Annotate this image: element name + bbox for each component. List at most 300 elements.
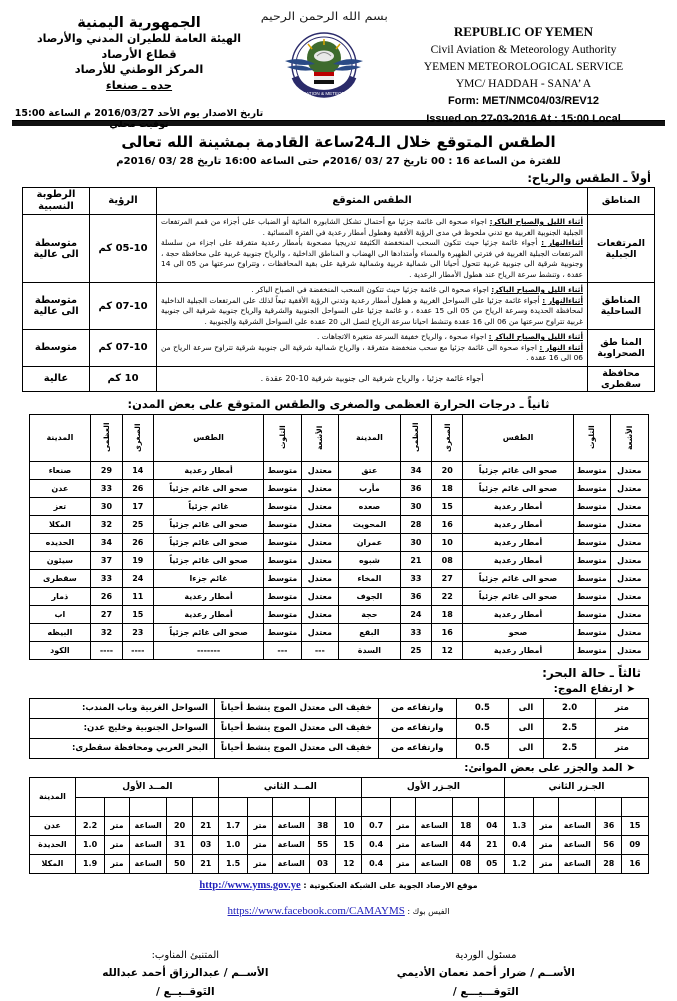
temps-min-left: 27 — [432, 569, 463, 587]
tide-flood2-hour-label: الساعة — [273, 835, 310, 854]
forecast-header-humidity — [23, 188, 90, 215]
temps-max-right: 32 — [91, 623, 122, 641]
temps-min-right: 11 — [122, 587, 153, 605]
table-row — [29, 515, 648, 533]
tide-ebb2-height: 1.3 — [505, 816, 533, 835]
temps-radiation-right: --- — [301, 641, 338, 659]
city-temperatures-table — [29, 414, 649, 660]
tide-flood1-hour-label: الساعة — [130, 854, 167, 873]
temps-max-right: 33 — [91, 569, 122, 587]
tide-flood2-minute: 15 — [336, 835, 362, 854]
tide-flood1-unit: متر — [104, 816, 129, 835]
temps-header-weather-right: الطقس — [153, 414, 263, 461]
section-two-label: ثانياً ـ درجات الحرارة العظمى والصغرى والطقس المتوقع على بعض المدن: — [127, 396, 550, 411]
temps-min-right: 25 — [122, 515, 153, 533]
english-service: YEMEN METEOROLOGICAL SERVICE — [423, 60, 624, 73]
tide-sub-min-ebb1 — [479, 797, 505, 816]
temps-max-right: 26 — [91, 587, 122, 605]
temps-weather-right: صحو الى غائم جزئياً — [153, 623, 263, 641]
tide-header-city: المدينة — [29, 777, 76, 816]
tide-flood2-minute: 10 — [336, 816, 362, 835]
tide-group-ebb1: الجـزر الأول — [362, 777, 505, 797]
temps-pollution-left: متوسط — [573, 479, 610, 497]
forecast-night-1 — [161, 285, 583, 296]
temps-weather-right: صحو الى غائم جزئياً — [153, 479, 263, 497]
temps-radiation-right: معتدل — [301, 533, 338, 551]
table-row — [29, 551, 648, 569]
tide-flood1-hour: 31 — [167, 835, 193, 854]
tide-ebb1-height: 0.4 — [362, 835, 390, 854]
tide-flood1-minute: 03 — [193, 835, 219, 854]
temps-radiation-left: معتدل — [611, 479, 648, 497]
temps-pollution-right: متوسط — [264, 623, 301, 641]
temps-radiation-left: معتدل — [611, 605, 648, 623]
tide-ebb2-height: 1.2 — [505, 854, 533, 873]
forecast-night-2 — [161, 332, 583, 343]
temps-weather-left: صحو الى غائم جزئياً — [463, 569, 573, 587]
temps-max-right: 33 — [91, 479, 122, 497]
tide-group-flood2: المــد الثاني — [219, 777, 362, 797]
tide-table — [29, 777, 649, 874]
tide-sub-val-ebb1 — [362, 797, 390, 816]
temps-pollution-left: متوسط — [573, 605, 610, 623]
temps-weather-right: أمطار رعدية — [153, 461, 263, 479]
night-text-0: اجواء صحوة الى غائمة جزئيا مع أحتمال تشكل الشابورة المائية أو الضباب على أجزاء من قمم المرتفعات الجبلية الجنوبية الغربية مع تدني ملحوظ في مدى الرؤية الأفقية وهطول أمطار رعدية في الفترة المسائية . — [161, 217, 583, 237]
temps-city-left: عمران — [339, 533, 401, 551]
tide-flood1-hour-label: الساعة — [130, 835, 167, 854]
sea-state-table — [29, 698, 649, 759]
temps-radiation-right: معتدل — [301, 515, 338, 533]
temps-max-right: 29 — [91, 461, 122, 479]
temps-min-right: 26 — [122, 479, 153, 497]
temps-min-right: 14 — [122, 461, 153, 479]
arabic-country: الجمهورية اليمنية — [77, 15, 201, 31]
table-row — [29, 479, 648, 497]
forecast-header-row — [23, 188, 655, 215]
humidity-line1: الرطوبة — [36, 189, 76, 200]
website-label: موقع الارصاد الجوية على الشبكة العنكبوتية : — [303, 880, 478, 890]
forecast-weather-3: أجواء غائمة جزئيا ، والرياح شرقية الى جنوبية شرقية 10-20 عقدة . — [157, 366, 588, 391]
english-form-number: Form: MET/NMC04/03/REV12 — [448, 95, 599, 108]
tide-ebb1-hour-label: الساعة — [416, 816, 453, 835]
tide-city: عدن — [29, 816, 76, 835]
temps-weather-left: أمطار رعدية — [463, 497, 573, 515]
forecaster-role: المتنبئ المناوب: — [151, 949, 220, 961]
tide-flood1-minute: 21 — [193, 816, 219, 835]
tide-ebb2-minute: 15 — [622, 816, 648, 835]
sea-unit: متر — [596, 718, 648, 738]
bulletin-period: للفترة من الساعة 16 : 00 تاريخ 27 /03 /2016م حتى الساعة 16:00 تاريخ 28 /03 /2016م — [116, 156, 561, 167]
temps-weather-right: أمطار رعدية — [153, 605, 263, 623]
temps-radiation-right: معتدل — [301, 569, 338, 587]
tide-flood2-height: 1.5 — [219, 854, 247, 873]
website-link[interactable]: http://www.yms.gov.ye — [199, 879, 301, 891]
temps-max-right: 37 — [91, 551, 122, 569]
temps-radiation-right: معتدل — [301, 497, 338, 515]
day-lead-0: أثناءالنهار : — [541, 238, 583, 248]
sea-max-height: 2.5 — [543, 738, 595, 758]
tide-flood1-unit: متر — [104, 835, 129, 854]
table-row — [29, 569, 648, 587]
temps-pollution-right: متوسط — [264, 551, 301, 569]
tide-flood2-hour: 03 — [310, 854, 336, 873]
table-row — [23, 215, 655, 283]
forecast-region-0: المرتفعات الجبلية — [588, 215, 655, 283]
forecast-weather-2 — [157, 330, 588, 367]
supervisor-signature: التَوقـــيـــع / — [452, 985, 519, 998]
tide-ebb2-minute: 16 — [622, 854, 648, 873]
forecast-humidity-2: متوسطة — [23, 330, 90, 367]
tide-ebb2-hour: 28 — [596, 854, 622, 873]
bullet-arrow-icon: ➤ — [626, 682, 635, 695]
night-text-1: اجواء صحوة الى غائمة جزئيا حيث تتكون السحب المنخفضة في الصباح الباكر . — [251, 285, 492, 295]
tide-label-text: المد والجزر على بعض الموانئ: — [464, 761, 623, 774]
temps-max-right: 32 — [91, 515, 122, 533]
arabic-sector: قطاع الأرصاد — [101, 46, 177, 61]
tide-flood2-hour: 38 — [310, 816, 336, 835]
temps-weather-right: صحو الى غائم جزئياً — [153, 515, 263, 533]
sea-body — [29, 698, 648, 758]
tide-group-header-row — [29, 777, 648, 797]
temps-min-right: ---- — [122, 641, 153, 659]
tide-sub-unit-flood2 — [247, 797, 272, 816]
temps-weather-right: صحو الى غائم جزئياً — [153, 551, 263, 569]
english-issued-datetime: Issued on 27-03-2016 At : 15:00 Local — [426, 112, 621, 125]
tide-sub-hour-flood1 — [167, 797, 193, 816]
arabic-authority: الهيئة العامة للطيران المدني والأرصاد — [36, 32, 242, 46]
tide-ebb1-unit: متر — [390, 816, 415, 835]
forecast-header-visibility: الرؤية — [90, 188, 157, 215]
temps-pollution-left: متوسط — [573, 569, 610, 587]
temps-weather-right: غائم جزئياً — [153, 497, 263, 515]
table-row — [29, 698, 648, 718]
temps-city-right: الكود — [29, 641, 91, 659]
sea-area-name: السواحل الجنوبية وخليج عدن: — [29, 718, 214, 738]
temps-city-right: تعز — [29, 497, 91, 515]
tide-flood2-hour-label: الساعة — [273, 816, 310, 835]
tide-ebb2-unit: متر — [533, 816, 558, 835]
temps-radiation-left: معتدل — [611, 551, 648, 569]
temps-weather-left: صحو الى غائم جزئياً — [463, 587, 573, 605]
english-country: REPUBLIC OF YEMEN — [453, 24, 594, 39]
tide-group-ebb2: الجـزر الثاني — [505, 777, 648, 797]
header-arabic-block — [14, 8, 264, 130]
table-row — [23, 330, 655, 367]
temps-weather-left: أمطار رعدية — [463, 605, 573, 623]
temps-min-left: 12 — [432, 641, 463, 659]
temps-city-left: حجة — [339, 605, 401, 623]
table-row — [29, 816, 648, 835]
temps-city-right: البيظه — [29, 623, 91, 641]
tide-city: الحديدة — [29, 835, 76, 854]
temps-min-right: 19 — [122, 551, 153, 569]
temps-pollution-right: متوسط — [264, 461, 301, 479]
cama-logo-icon — [281, 25, 367, 101]
temps-min-left: 20 — [432, 461, 463, 479]
section-three-label: ثالثاً ـ حالة البحر: — [542, 665, 641, 680]
day-lead-2: أثناء النهار : — [539, 342, 583, 352]
temps-radiation-right: معتدل — [301, 461, 338, 479]
temps-max-right: 30 — [91, 497, 122, 515]
sea-area-name: السواحل الغربية وباب المندب: — [29, 698, 214, 718]
temps-pollution-left: متوسط — [573, 461, 610, 479]
temps-radiation-right: معتدل — [301, 623, 338, 641]
header-logo-block — [260, 8, 388, 101]
tide-sub-hourlbl-ebb2 — [559, 797, 596, 816]
temps-city-right: سيئون — [29, 551, 91, 569]
table-row — [29, 533, 648, 551]
forecast-region-2: المنا طق الصحراوية — [588, 330, 655, 367]
forecast-visibility-1: 07-10 كم — [90, 283, 157, 330]
tide-sub-hourlbl-flood2 — [273, 797, 310, 816]
temps-city-right: صنعاء — [29, 461, 91, 479]
temps-pollution-left: متوسط — [573, 515, 610, 533]
temps-min-left: 16 — [432, 515, 463, 533]
temps-weather-left: أمطار رعدية — [463, 533, 573, 551]
tide-flood1-height: 2.2 — [76, 816, 104, 835]
forecast-header-region: المناطق — [588, 188, 655, 215]
sea-to-label: الى — [509, 698, 544, 718]
tide-ebb2-hour: 36 — [596, 816, 622, 835]
table-row — [29, 461, 648, 479]
temps-weather-right: أمطار رعدية — [153, 587, 263, 605]
temps-city-left: البقع — [339, 623, 401, 641]
temps-city-left: السدة — [339, 641, 401, 659]
supervisor-role: مسئول الوردية — [455, 949, 517, 961]
temps-pollution-right: متوسط — [264, 605, 301, 623]
facebook-link[interactable]: https://www.facebook.com/CAMAYMS — [227, 904, 405, 917]
tide-ebb1-height: 0.4 — [362, 854, 390, 873]
temps-radiation-left: معتدل — [611, 623, 648, 641]
temps-header-city-right: المدينة — [29, 414, 91, 461]
forecast-region-3: محافظة سقطرى — [588, 366, 655, 391]
tide-ebb2-unit: متر — [533, 835, 558, 854]
table-row — [29, 738, 648, 758]
cama-logo — [281, 25, 367, 101]
temps-radiation-left: معتدل — [611, 461, 648, 479]
tide-flood2-unit: متر — [247, 835, 272, 854]
temps-pollution-left: متوسط — [573, 551, 610, 569]
header-english-block — [384, 8, 663, 128]
signature-shift-supervisor — [397, 947, 575, 1001]
temps-city-right: المكلا — [29, 515, 91, 533]
temps-weather-left: صحو الى غائم جزئياً — [463, 479, 573, 497]
temps-pollution-right: متوسط — [264, 515, 301, 533]
section-one-label: أولاً ـ الطقس والرياح: — [527, 171, 651, 185]
temps-radiation-left: معتدل — [611, 569, 648, 587]
tide-flood1-hour: 50 — [167, 854, 193, 873]
temps-pollution-left: متوسط — [573, 623, 610, 641]
temps-max-left: 30 — [400, 497, 431, 515]
humidity-line2: النسبية — [38, 201, 74, 212]
temps-max-left: 33 — [400, 623, 431, 641]
tide-flood2-unit: متر — [247, 854, 272, 873]
sea-description: خفيف الى معتدل الموج ينشط أحياناً — [214, 738, 378, 758]
temps-pollution-left: متوسط — [573, 641, 610, 659]
tide-ebb2-minute: 09 — [622, 835, 648, 854]
sea-min-height: 0.5 — [456, 698, 508, 718]
sea-to-label: الى — [509, 718, 544, 738]
temps-max-right: ---- — [91, 641, 122, 659]
sea-min-height: 0.5 — [456, 738, 508, 758]
temps-header-pollution-right: التلوث — [264, 414, 301, 461]
table-row — [23, 283, 655, 330]
sea-description: خفيف الى معتدل الموج ينشط أحياناً — [214, 718, 378, 738]
temps-header-max-right: العظمى — [91, 414, 122, 461]
temps-header-row — [29, 414, 648, 461]
tide-label — [8, 762, 635, 774]
table-row — [29, 587, 648, 605]
tide-ebb1-unit: متر — [390, 854, 415, 873]
temps-city-right: ذمار — [29, 587, 91, 605]
tide-ebb1-hour: 18 — [453, 816, 479, 835]
temps-header-max-left: العظمى — [400, 414, 431, 461]
temps-header-pollution-left: التلوث — [573, 414, 610, 461]
temps-max-left: 30 — [400, 533, 431, 551]
table-row — [29, 854, 648, 873]
table-row — [29, 623, 648, 641]
sea-height-label: وارتفاعه من — [378, 698, 456, 718]
temps-header-min-right: الصغرى — [122, 414, 153, 461]
temps-weather-left: أمطار رعدية — [463, 551, 573, 569]
tide-sub-hour-ebb2 — [596, 797, 622, 816]
tide-ebb1-unit: متر — [390, 835, 415, 854]
temps-header-weather-left: الطقس — [463, 414, 573, 461]
forecast-visibility-0: 05-10 كم — [90, 215, 157, 283]
tide-flood2-hour: 55 — [310, 835, 336, 854]
sea-height-label: وارتفاعه من — [378, 738, 456, 758]
temps-min-right: 15 — [122, 605, 153, 623]
temps-header-radiation-right: الأشعة — [301, 414, 338, 461]
temps-max-left: 25 — [400, 641, 431, 659]
tide-ebb2-hour: 56 — [596, 835, 622, 854]
tide-flood2-height: 1.7 — [219, 816, 247, 835]
temps-header-radiation-left: الأشعة — [611, 414, 648, 461]
tide-flood1-hour-label: الساعة — [130, 816, 167, 835]
temps-city-right: سقطرى — [29, 569, 91, 587]
english-authority: Civil Aviation & Meteorology Authority — [430, 43, 617, 56]
tide-ebb1-hour: 08 — [453, 854, 479, 873]
temps-max-left: 36 — [400, 587, 431, 605]
temps-max-left: 24 — [400, 605, 431, 623]
temps-radiation-right: معتدل — [301, 551, 338, 569]
sea-max-height: 2.0 — [543, 698, 595, 718]
table-row — [29, 605, 648, 623]
forecast-header-weather: الطقس المتوقع — [157, 188, 588, 215]
temps-min-left: 18 — [432, 605, 463, 623]
temps-min-left: 22 — [432, 587, 463, 605]
wave-height-label — [8, 683, 635, 695]
night-lead-1: أثناء الليل والصباح الباكر: — [491, 285, 583, 295]
tide-flood2-height: 1.0 — [219, 835, 247, 854]
temps-max-left: 28 — [400, 515, 431, 533]
forecast-night-0 — [161, 217, 583, 238]
sea-to-label: الى — [509, 738, 544, 758]
temps-min-left: 18 — [432, 479, 463, 497]
temps-pollution-right: متوسط — [264, 587, 301, 605]
regional-forecast-table — [22, 187, 655, 392]
tide-ebb2-hour-label: الساعة — [559, 816, 596, 835]
night-lead-0: أثناء الليل والصباح الباكر: — [489, 217, 583, 226]
tide-ebb1-hour-label: الساعة — [416, 854, 453, 873]
temps-pollution-left: متوسط — [573, 587, 610, 605]
tide-ebb1-hour-label: الساعة — [416, 835, 453, 854]
night-lead-2: أثناء الليل والصباح الباكر : — [488, 332, 583, 342]
table-row — [29, 497, 648, 515]
document-header — [8, 0, 669, 130]
tide-flood1-height: 1.0 — [76, 835, 104, 854]
temps-radiation-left: معتدل — [611, 515, 648, 533]
forecast-day-1 — [161, 296, 583, 328]
temps-header-min-left: الصغرى — [432, 414, 463, 461]
temps-city-left: عتق — [339, 461, 401, 479]
links-block — [8, 880, 669, 917]
temps-city-left: المحويت — [339, 515, 401, 533]
temps-radiation-right: معتدل — [301, 605, 338, 623]
tide-ebb2-height: 0.4 — [505, 835, 533, 854]
day-lead-1: أثناءالنهار : — [542, 295, 583, 305]
temps-weather-right: ------- — [153, 641, 263, 659]
tide-sub-hour-ebb1 — [453, 797, 479, 816]
temps-max-left: 36 — [400, 479, 431, 497]
forecast-humidity-0: متوسطة الى عالية — [23, 215, 90, 283]
temps-min-right: 17 — [122, 497, 153, 515]
temps-radiation-left: معتدل — [611, 641, 648, 659]
temps-city-left: صعده — [339, 497, 401, 515]
forecaster-name: الأســم / عبدالرزاق أحمد عبدالله — [102, 967, 269, 980]
temps-city-left: المخاء — [339, 569, 401, 587]
temps-min-right: 23 — [122, 623, 153, 641]
tide-sub-unit-ebb1 — [390, 797, 415, 816]
day-text-0: أجواء غائمة جزئيا حيث تتكون السحب المنخفضة الكثيفة تدريجيا مصحوبة بأمطار رعدية متفرقة على اجزاء من سلسلة المرتفعات الجبلية الغربية في فترتي الظهيرة والمساء وأمتدادها الى الهضاب و المناطق الداخلية ، والرياح جنوبية غربية على محافظة حجة ، وجنوبية شرقية الى جنوبية غربية تتحول أحيانا الى شمالية غربية وشمالية شرقية على بقية المحافظات ، وتتراوح سرعتها من 05 الى 14 عقدة ، وتنشط سرعة الرياح عند هطول الأمطار الرعدية . — [161, 238, 583, 279]
tide-group-flood1: المــد الأول — [76, 777, 219, 797]
table-row — [23, 366, 655, 391]
tide-sub-hourlbl-flood1 — [130, 797, 167, 816]
tide-sub-val-ebb2 — [505, 797, 533, 816]
table-row — [29, 835, 648, 854]
tide-flood1-height: 1.9 — [76, 854, 104, 873]
tide-ebb1-minute: 05 — [479, 854, 505, 873]
temps-weather-left: صحو — [463, 623, 573, 641]
temps-pollution-left: متوسط — [573, 497, 610, 515]
tide-ebb2-hour-label: الساعة — [559, 854, 596, 873]
tide-sub-min-flood2 — [336, 797, 362, 816]
forecast-visibility-2: 07-10 كم — [90, 330, 157, 367]
temps-pollution-right: --- — [264, 641, 301, 659]
sea-max-height: 2.5 — [543, 718, 595, 738]
temps-radiation-left: معتدل — [611, 587, 648, 605]
tide-ebb2-hour-label: الساعة — [559, 835, 596, 854]
sea-unit: متر — [596, 738, 648, 758]
tide-sub-min-ebb2 — [622, 797, 648, 816]
forecast-weather-1 — [157, 283, 588, 330]
temps-radiation-right: معتدل — [301, 587, 338, 605]
tide-flood1-unit: متر — [104, 854, 129, 873]
english-office: YMC/ HADDAH - SANA’ A — [455, 78, 592, 90]
sea-min-height: 0.5 — [456, 718, 508, 738]
arabic-issue-datetime: تاريخ الاصدار يوم الأحد 2016/03/27 م الساعة 15:00 توقيت محلي — [14, 107, 264, 130]
temps-max-left: 34 — [400, 461, 431, 479]
forecaster-signature: التَوقــيــع / — [156, 985, 215, 998]
signature-forecaster — [102, 947, 268, 1001]
tide-city: المكلا — [29, 854, 76, 873]
temps-city-right: الحديده — [29, 533, 91, 551]
temps-pollution-right: متوسط — [264, 533, 301, 551]
temps-pollution-right: متوسط — [264, 497, 301, 515]
wave-height-text: ارتفاع الموج: — [553, 682, 623, 695]
website-row — [8, 880, 669, 891]
tide-sub-val-flood2 — [219, 797, 247, 816]
